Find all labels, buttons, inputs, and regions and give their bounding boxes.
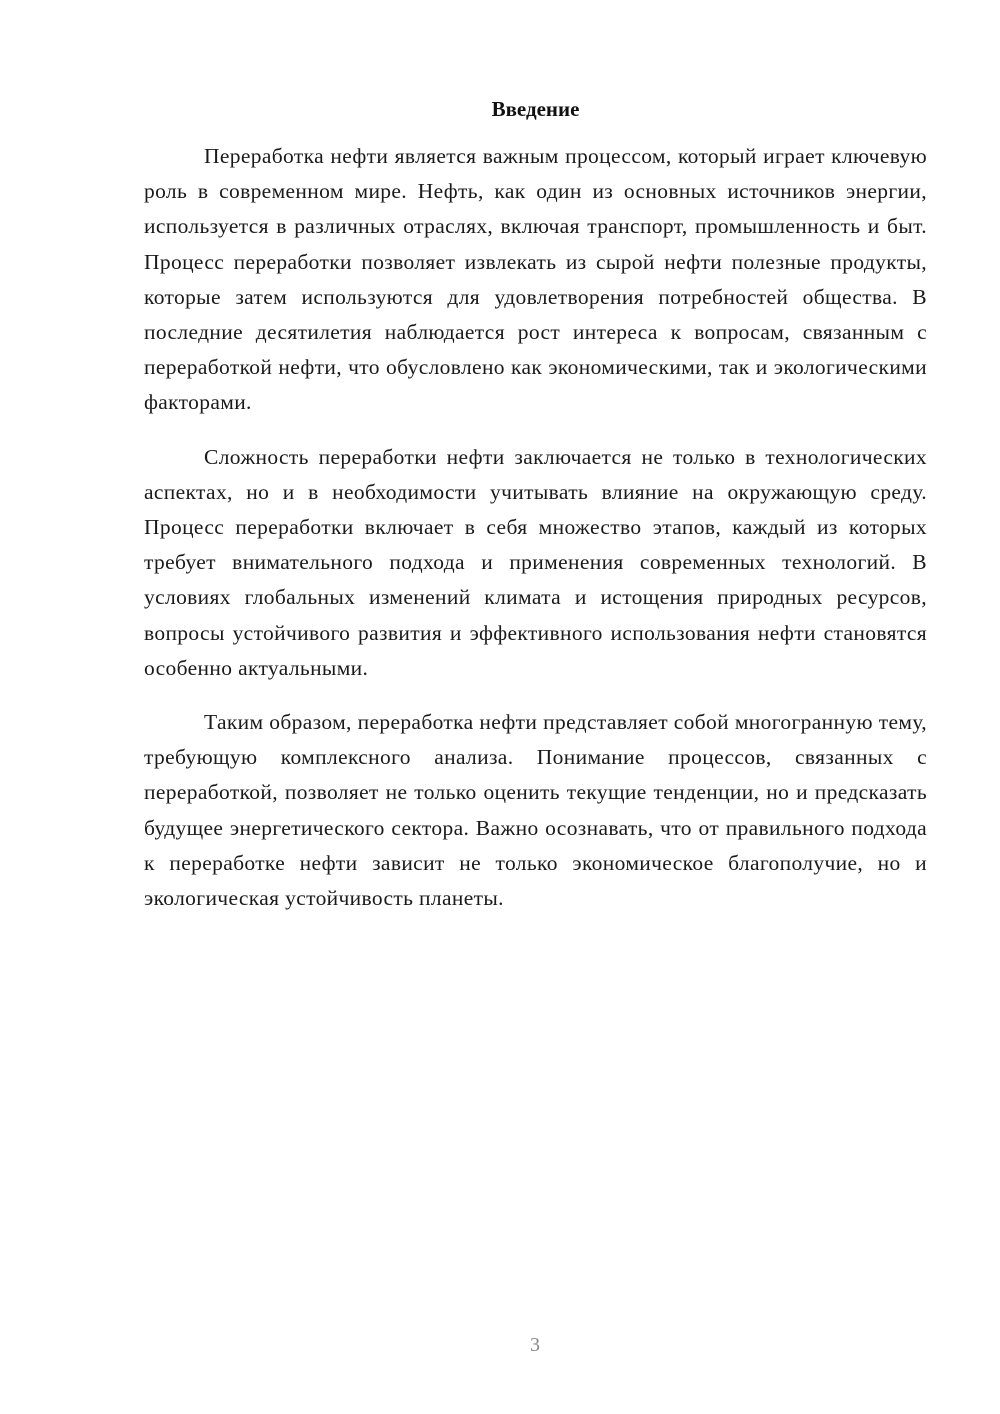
- paragraph-1: Переработка нефти является важным процессом, который играет ключевую роль в современном мире. Нефть, как один из основных источников энергии, используется в различных отраслях, включая транспорт, промышленность и быт. Процесс переработки позволяет извлекать из сырой нефти полезные продукты, которые затем используются для удовлетворения потребностей общества. В последние десятилетия наблюдается рост интереса к вопросам, связанным с переработкой нефти, что обусловлено как экономическими, так и экологическими факторами.: [144, 144, 927, 415]
- page-number: 3: [530, 1334, 540, 1356]
- section-heading: Введение: [491, 97, 580, 121]
- page-content: [144, 92, 927, 935]
- paragraph-3: Таким образом, переработка нефти представляет собой многогранную тему, требующую комплексного анализа. Понимание процессов, связанных с переработкой, позволяет не только оценить текущие тенденции, но и предсказать будущее энергетического сектора. Важно осознавать, что от правильного подхода к переработке нефти зависит не только экономическое благополучие, но и экологическая устойчивость планеты.: [144, 710, 927, 911]
- paragraph-2: Сложность переработки нефти заключается не только в технологических аспектах, но и в необходимости учитывать влияние на окружающую среду. Процесс переработки включает в себя множество этапов, каждый из которых требует внимательного подхода и применения современных технологий. В условиях глобальных изменений климата и истощения природных ресурсов, вопросы устойчивого развития и эффективного использования нефти становятся особенно актуальными.: [144, 444, 927, 680]
